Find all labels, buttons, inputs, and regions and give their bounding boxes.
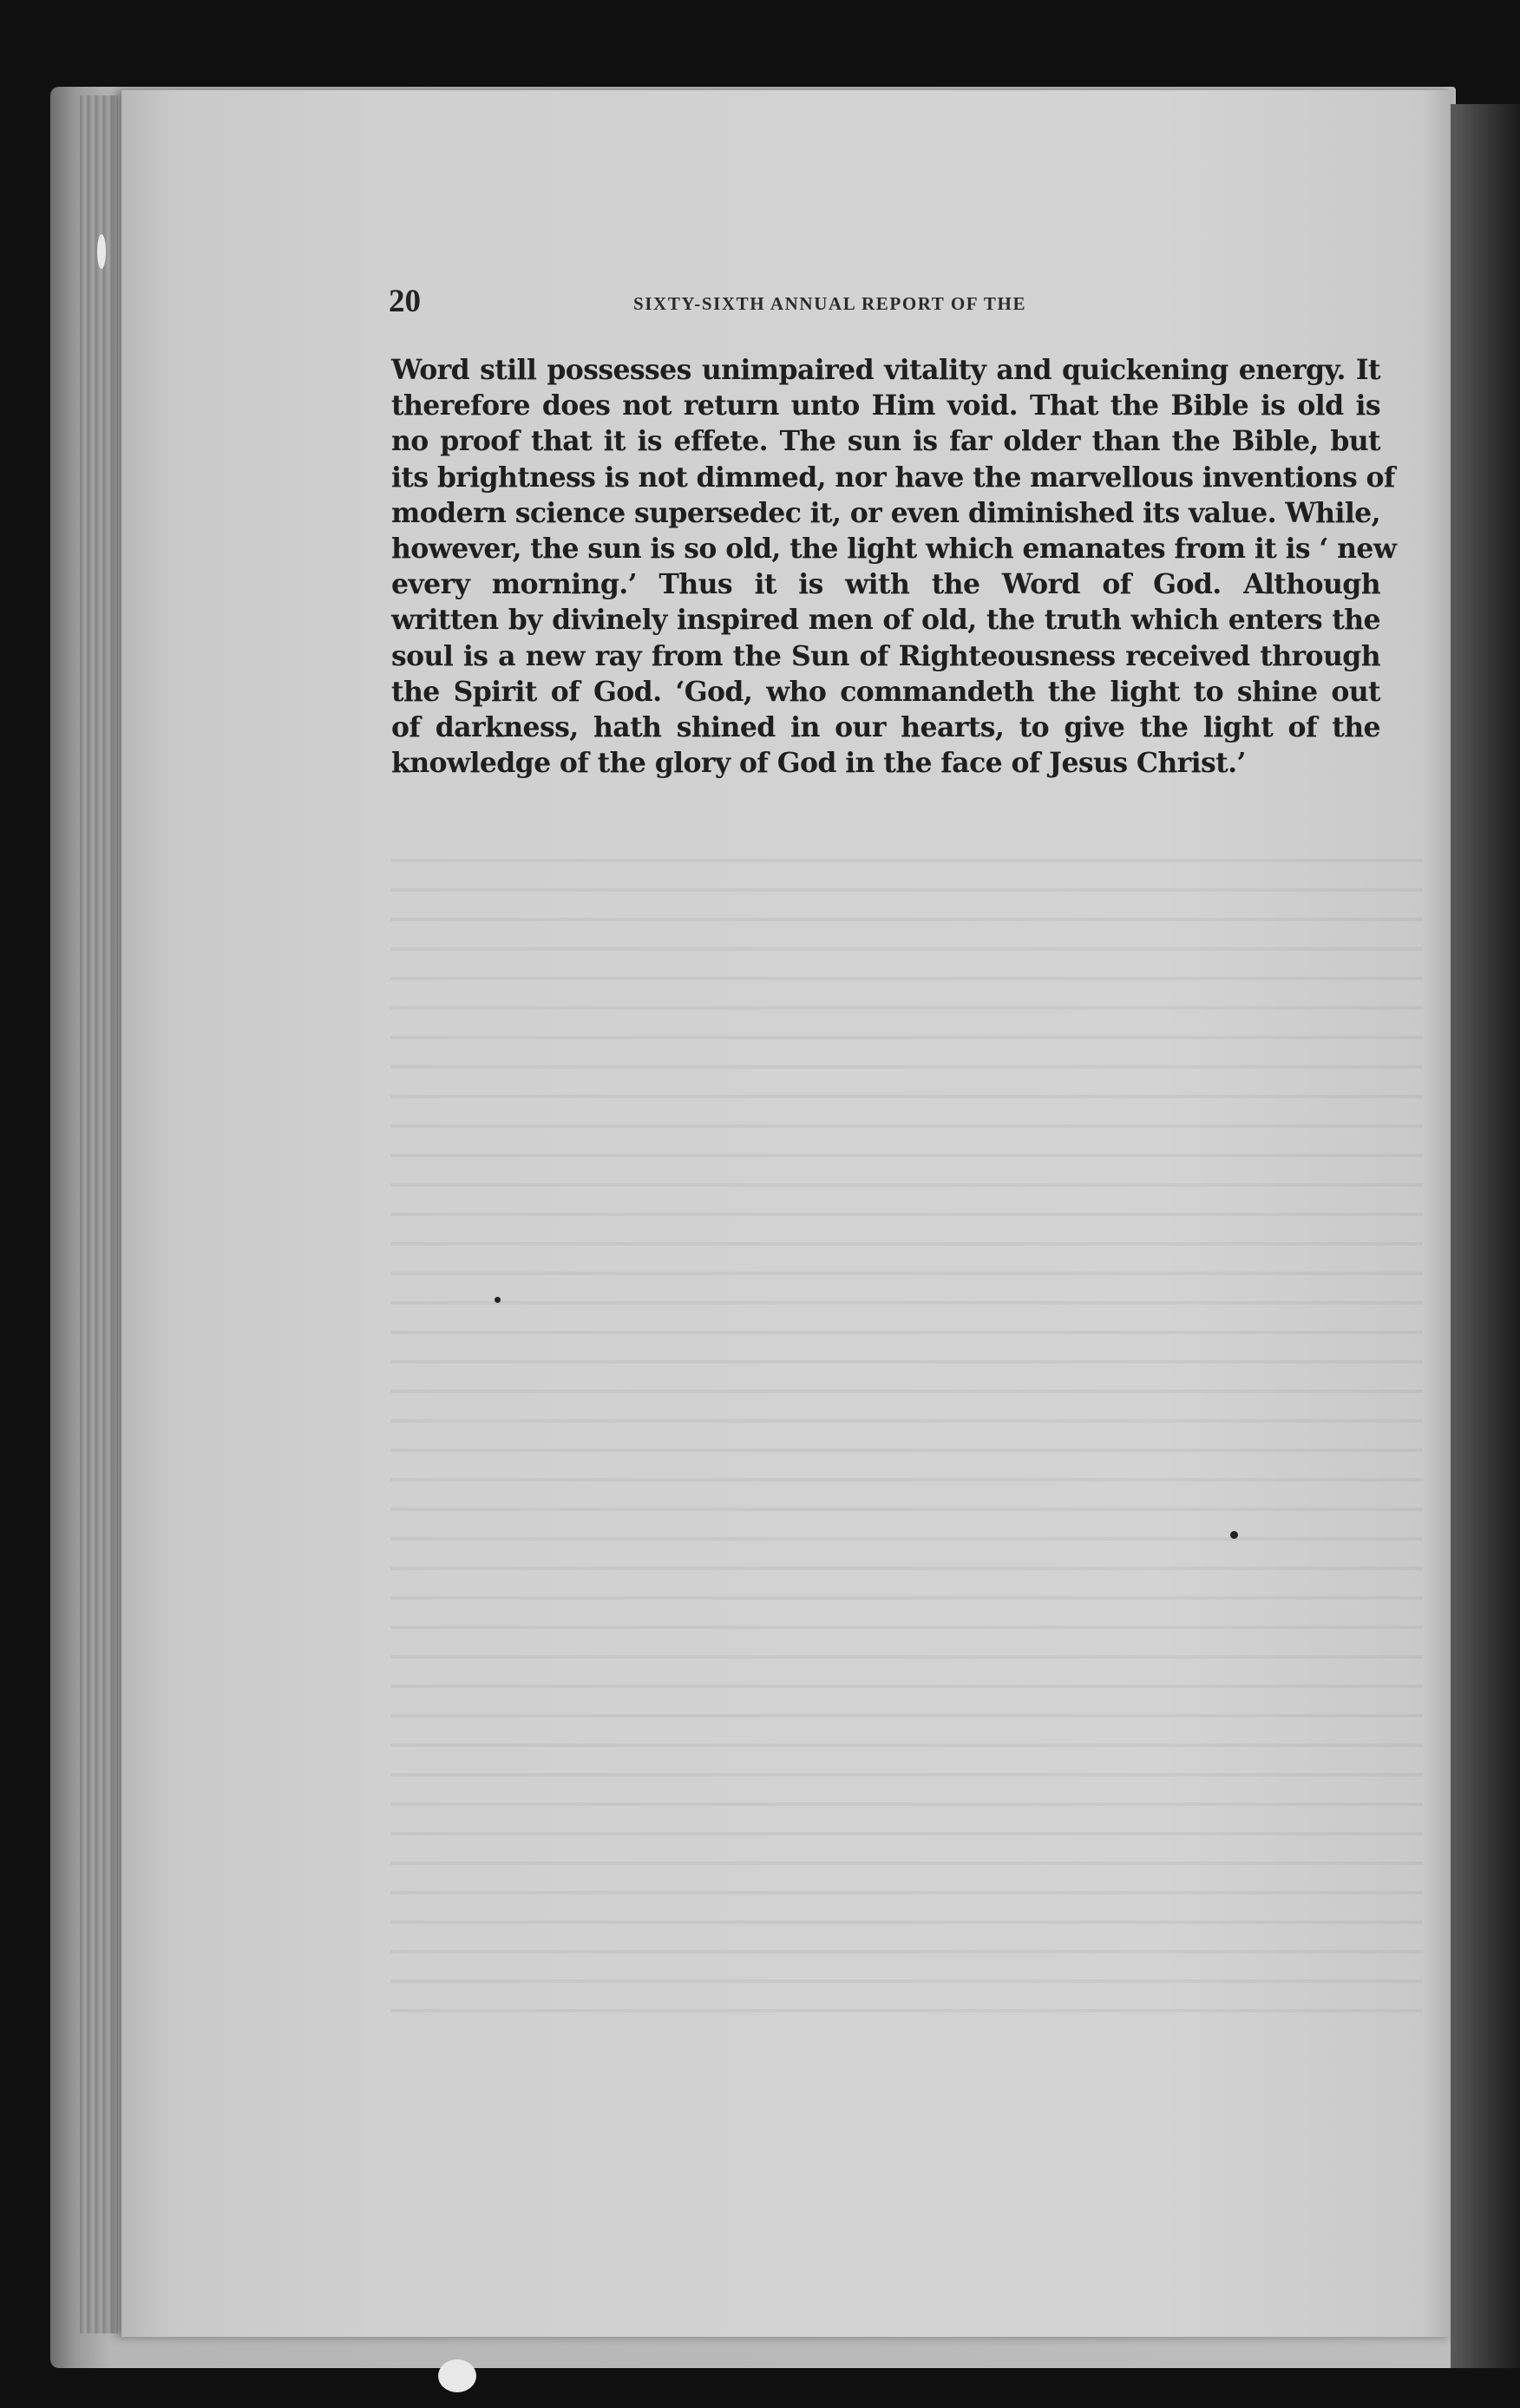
text-line: of darkness, hath shined in our hearts, to give the light of the bbox=[391, 711, 1380, 744]
page-stack-edge bbox=[80, 95, 118, 2333]
dust-speck bbox=[438, 2359, 476, 2392]
right-gutter-shadow bbox=[1451, 104, 1520, 2368]
ink-speck bbox=[495, 1297, 501, 1303]
text-line: written by divinely inspired men of old, the truth which enters the bbox=[391, 604, 1380, 637]
text-line: Word still possesses unimpaired vitality and quickening energy. It bbox=[391, 354, 1380, 386]
text-line: knowledge of the glory of God in the face of Jesus Christ.’ bbox=[391, 747, 1246, 780]
show-through-text bbox=[390, 833, 1423, 2012]
text-line: however, the sun is so old, the light which emanates from it is ‘ new bbox=[391, 533, 1397, 566]
text-line: modern science supersedec it, or even diminished its value. While, bbox=[391, 496, 1380, 529]
text-line: the Spirit of God. ‘God, who commandeth the light to shine out bbox=[391, 675, 1380, 708]
text-line: no proof that it is effete. The sun is far older than the Bible, but bbox=[391, 425, 1380, 458]
text-line: every morning.’ Thus it is with the Word of God. Although bbox=[391, 568, 1380, 601]
running-head: SIXTY-SIXTH ANNUAL REPORT OF THE bbox=[633, 293, 1027, 314]
page-number: 20 bbox=[389, 284, 421, 319]
dust-speck bbox=[97, 234, 106, 269]
body-paragraph bbox=[391, 352, 1397, 781]
ink-speck bbox=[1230, 1531, 1238, 1539]
text-line: therefore does not return unto Him void. That the Bible is old is bbox=[391, 389, 1380, 422]
text-line: soul is a new ray from the Sun of Righteousness received through bbox=[391, 639, 1380, 672]
text-line: its brightness is not dimmed, nor have the marvellous inventions of bbox=[391, 461, 1395, 494]
